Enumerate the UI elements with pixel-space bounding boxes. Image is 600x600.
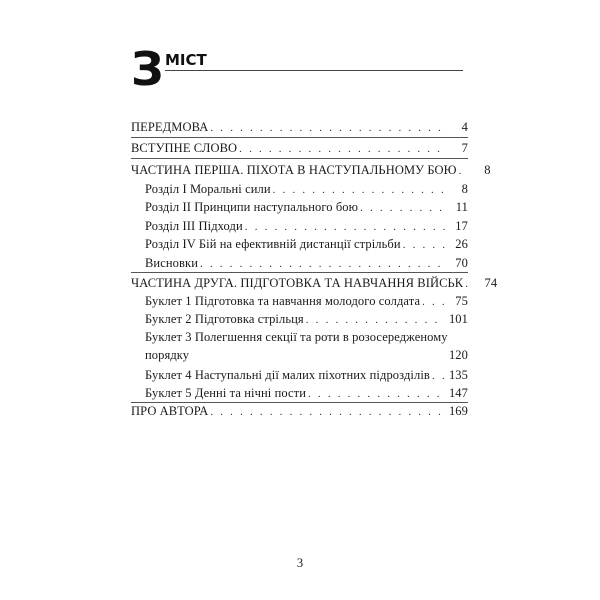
toc-entry-booklet-3[interactable] [145,330,468,362]
toc-entry-conclusions[interactable] [145,256,468,271]
toc-entry-title: Буклет 2 Підготовка стрільця [145,312,304,326]
toc-entry-chapter-1[interactable] [145,182,468,197]
toc-entry-page: 11 [455,200,468,214]
leader-dots [245,221,446,233]
toc-entry-title: Розділ ІІ Принципи наступального бою [145,200,359,214]
toc-entry-chapter-4[interactable] [145,237,468,252]
section-divider [131,272,468,273]
toc-entry-title: Буклет 5 Денні та нічні пости [145,386,307,400]
toc-entry-title: ЧАСТИНА ДРУГА. ПІДГОТОВКА ТА НАВЧАННЯ ВІЙСЬК [131,276,464,290]
leader-dots [308,388,445,400]
leader-dots [239,143,446,155]
section-divider [131,158,468,159]
toc-entry-page: 4 [461,120,468,134]
toc-entry-about-author[interactable] [131,404,468,419]
toc-entry-page: 74 [484,276,498,290]
toc-entry-page: 135 [448,368,468,382]
leader-dots [210,122,446,134]
leader-dots [273,184,446,196]
toc-entry-introduction[interactable] [131,141,468,156]
heading-rule [165,70,463,71]
toc-entry-title: Розділ І Моральні сили [145,182,271,196]
toc-entry-title-line1: Буклет 3 Полегшення секції та роти в розосередженому [145,330,448,344]
leader-dots [422,296,446,308]
toc-entry-booklet-5[interactable] [145,386,468,401]
leader-dots [432,370,445,382]
toc-entry-title: ВСТУПНЕ СЛОВО [131,141,238,155]
toc-entry-title: Розділ IV Бій на ефективній дистанції стрільби [145,237,401,251]
toc-entry-page: 120 [448,348,468,362]
toc-entry-chapter-2[interactable] [145,200,468,215]
section-divider [131,137,468,138]
toc-entry-title: Буклет 1 Підготовка та навчання молодого солдата [145,294,421,308]
leader-dots [210,406,445,418]
section-divider [131,402,468,403]
toc-entry-title: Буклет 4 Наступальні дії малих піхотних підрозділів [145,368,430,382]
toc-heading [131,42,463,96]
toc-entry-title: Висновки [145,256,198,270]
toc-entry-title: Розділ ІІІ Підходи [145,219,243,233]
leader-dots [306,314,445,326]
toc-entry-booklet-4[interactable] [145,368,468,383]
toc-entry-title-line2-row [145,348,468,363]
toc-entry-chapter-3[interactable] [145,219,468,234]
toc-entry-page: 169 [448,404,468,418]
toc-entry-page: 8 [461,182,468,196]
toc-entry-part-two[interactable] [131,276,498,291]
page-number: 3 [296,556,304,570]
leader-dots [465,278,475,290]
toc-entry-page: 8 [484,163,491,177]
toc-entry-title: ПРО АВТОРА [131,404,209,418]
toc-entry-part-one[interactable] [131,163,491,178]
heading-word: МІСТ [165,51,207,69]
toc-entry-page: 147 [448,386,468,400]
toc-entry-page: 17 [455,219,468,233]
toc-entry-page: 26 [455,237,468,251]
toc-entry-title: ЧАСТИНА ПЕРША. ПІХОТА В НАСТУПАЛЬНОМУ БОЮ [131,163,457,177]
toc-entry-title: ПЕРЕДМОВА [131,120,209,134]
toc-entry-preface[interactable] [131,120,468,135]
toc-entry-title-line2: порядку [145,348,190,362]
toc-entry-page: 101 [448,312,468,326]
toc-entry-booklet-1[interactable] [145,294,468,309]
leader-dots [403,239,446,251]
leader-dots [459,165,469,177]
toc-entry-booklet-2[interactable] [145,312,468,327]
toc-entry-page: 7 [461,141,468,155]
toc-entry-page: 75 [455,294,468,308]
leader-dots [200,258,446,270]
heading-initial: З [131,42,164,96]
leader-dots [360,202,446,214]
toc-entry-page: 70 [455,256,468,270]
